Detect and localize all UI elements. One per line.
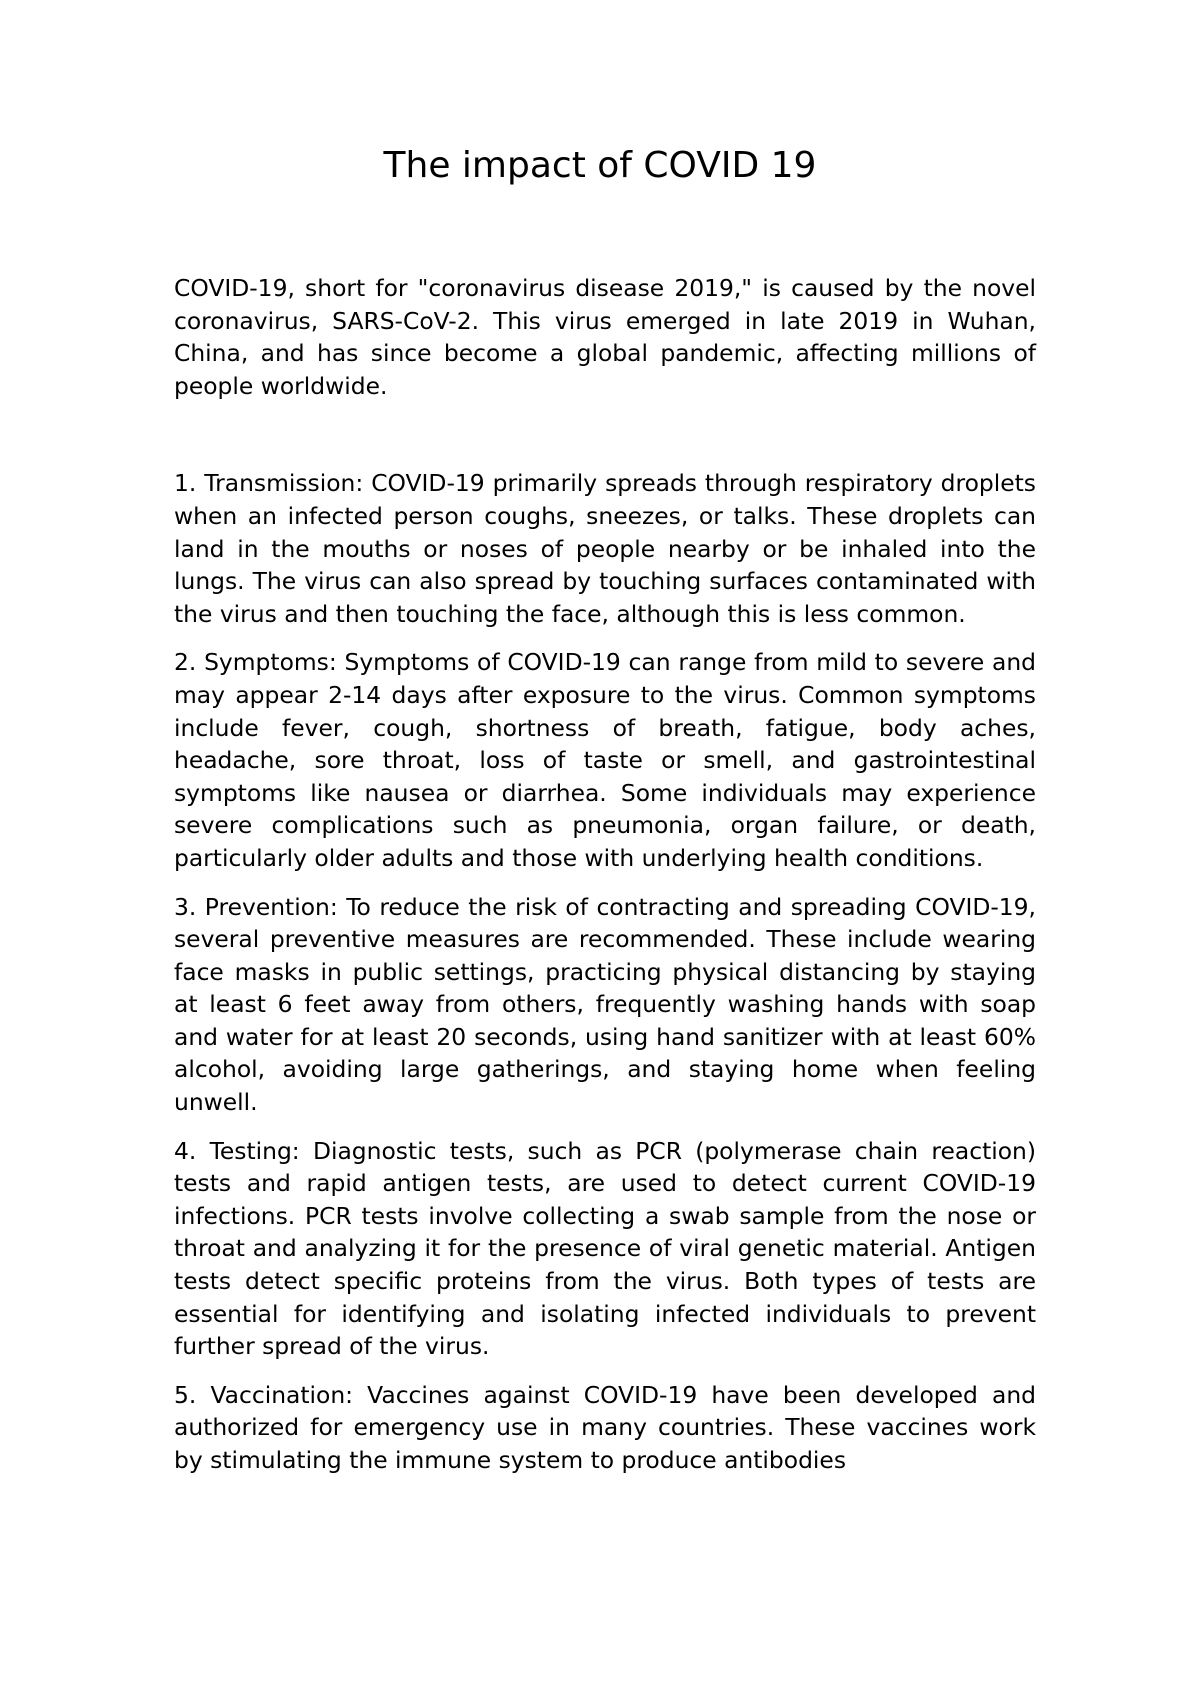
intro-paragraph: COVID-19, short for "coronavirus disease 2019," is caused by the novel coronavirus, SARS-CoV-2. This virus emerged in late 2019 in Wuhan, China, and has since become a global pandemic, affecting millions of people worldwide. [174, 274, 1036, 400]
document-body [174, 272, 1036, 1493]
section-prevention: 3. Prevention: To reduce the risk of contracting and spreading COVID-19, several preventive measures are recommended. These include wearing face masks in public settings, practicing physical distancing by staying at least 6 feet away from others, frequently washing hands with soap and water for at least 20 seconds, using hand sanitizer with at least 60% alcohol, avoiding large gatherings, and staying home when feeling unwell. [174, 892, 1036, 1117]
section-symptoms: 2. Symptoms: Symptoms of COVID-19 can range from mild to severe and may appear 2-14 days after exposure to the virus. Common symptoms include fever, cough, shortness of breath, fatigue, body aches, headache, sore throat, loss of taste or smell, and gastrointestinal symptoms like nausea or diarrhea. Some individuals may experience severe complications such as pneumonia, organ failure, or death, particularly older adults and those with underlying health conditions. [174, 648, 1036, 872]
section-vaccination: 5. Vaccination: Vaccines against COVID-19 have been developed and authorized for emergency use in many countries. These vaccines work by stimulating the immune system to produce antibodies [174, 1380, 1036, 1474]
document-title: The impact of COVID 19 [383, 145, 817, 186]
section-transmission: 1. Transmission: COVID-19 primarily spreads through respiratory droplets when an infected person coughs, sneezes, or talks. These droplets can land in the mouths or noses of people nearby or be inhaled into the lungs. The virus can also spread by touching surfaces contaminated with the virus and then touching the face, although this is less common. [174, 469, 1036, 628]
section-testing: 4. Testing: Diagnostic tests, such as PCR (polymerase chain reaction) tests and rapid antigen tests, are used to detect current COVID-19 infections. PCR tests involve collecting a swab sample from the nose or throat and analyzing it for the presence of viral genetic material. Antigen tests detect specific proteins from the virus. Both types of tests are essential for identifying and isolating infected individuals to prevent further spread of the virus. [174, 1136, 1036, 1361]
